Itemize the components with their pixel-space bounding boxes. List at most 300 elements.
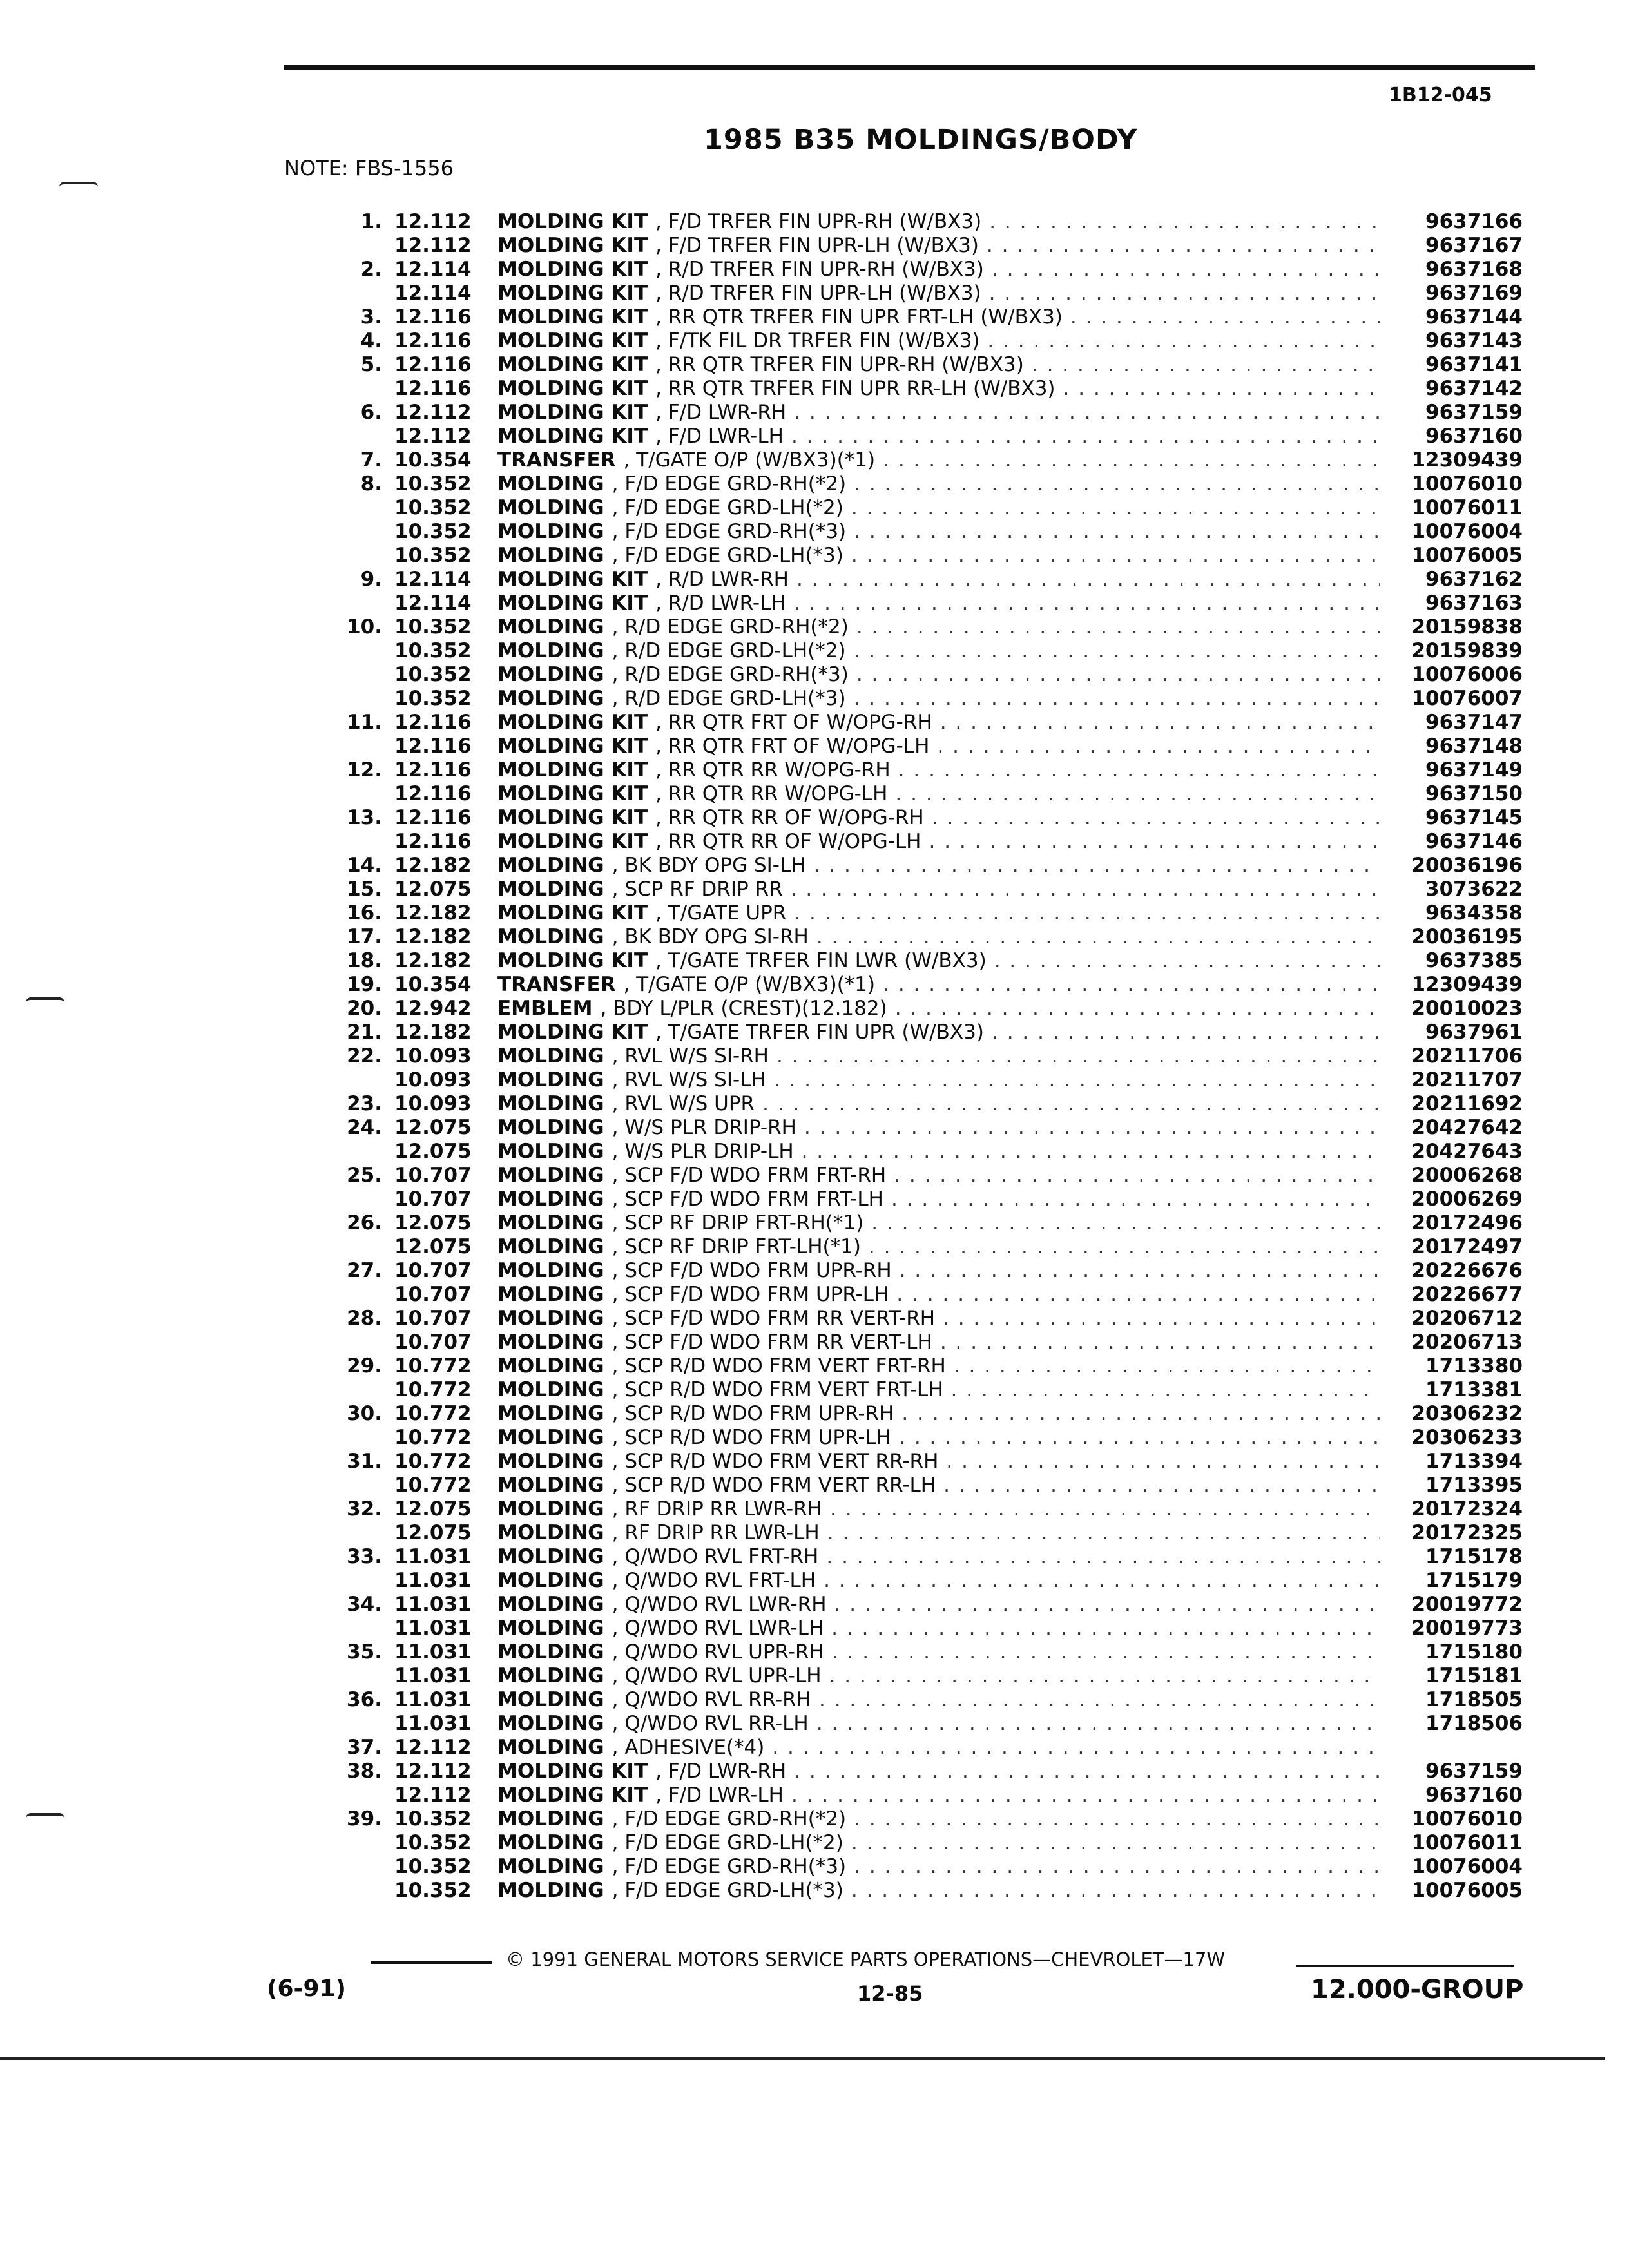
part-number: 10076004 — [1411, 1855, 1523, 1878]
dot-leader — [929, 735, 1380, 758]
copyright-text: © 1991 GENERAL MOTORS SERVICE PARTS OPERATIONS—CHEVROLET—17W — [506, 1948, 1226, 1970]
group-number: 12.114 — [394, 258, 472, 281]
part-name: MOLDING — [497, 1402, 604, 1425]
part-name: MOLDING — [497, 1235, 604, 1258]
part-number: 20006269 — [1411, 1187, 1523, 1211]
description — [497, 1736, 1380, 1760]
description — [497, 425, 1380, 448]
parts-row — [0, 591, 1629, 615]
parts-row — [0, 1736, 1629, 1760]
punch-hole-mark — [59, 182, 98, 187]
part-description: , R/D EDGE GRD-RH(*3) — [612, 663, 849, 686]
dot-leader — [811, 1688, 1380, 1712]
reference-number: 31. — [347, 1450, 382, 1473]
part-number: 20306233 — [1411, 1426, 1523, 1449]
group-number: 10.093 — [394, 1068, 472, 1091]
part-description: , RR QTR RR W/OPG-RH — [655, 758, 891, 782]
dot-leader — [822, 1497, 1380, 1521]
group-number: 12.112 — [394, 425, 472, 448]
part-number: 10076011 — [1411, 496, 1523, 519]
description — [497, 591, 1380, 615]
dot-leader — [886, 1164, 1380, 1187]
group-number: 11.031 — [394, 1712, 472, 1735]
group-number: 12.116 — [394, 758, 472, 782]
part-description: , F/D EDGE GRD-RH(*2) — [612, 472, 847, 495]
dot-leader — [932, 1331, 1380, 1354]
parts-row — [0, 1807, 1629, 1831]
reference-number: 21. — [347, 1021, 382, 1044]
part-description: , SCP R/D WDO FRM UPR-RH — [612, 1402, 894, 1425]
part-name: MOLDING — [497, 1044, 604, 1068]
part-description: , SCP RF DRIP FRT-LH(*1) — [612, 1235, 861, 1258]
group-number: 10.772 — [394, 1402, 472, 1425]
part-number: 20211707 — [1411, 1068, 1523, 1091]
group-number: 10.707 — [394, 1331, 472, 1354]
reference-number: 25. — [347, 1164, 382, 1187]
group-number: 10.352 — [394, 1831, 472, 1854]
parts-row — [0, 520, 1629, 544]
description — [497, 544, 1380, 568]
dot-leader — [987, 949, 1380, 973]
part-name: MOLDING — [497, 1307, 604, 1330]
part-description: , T/GATE UPR — [655, 901, 787, 925]
part-name: MOLDING — [497, 1545, 604, 1568]
parts-row — [0, 210, 1629, 234]
parts-row — [0, 663, 1629, 687]
parts-row — [0, 1545, 1629, 1569]
description — [497, 1044, 1380, 1068]
description — [497, 448, 1380, 472]
parts-row — [0, 1116, 1629, 1140]
dot-leader — [981, 210, 1380, 234]
part-description: , RVL W/S UPR — [612, 1092, 755, 1115]
group-number: 10.352 — [394, 472, 472, 495]
group-number: 10.707 — [394, 1187, 472, 1211]
group-number: 11.031 — [394, 1640, 472, 1664]
part-description: , T/GATE O/P (W/BX3)(*1) — [623, 973, 876, 996]
group-number: 10.772 — [394, 1426, 472, 1449]
reference-number: 13. — [347, 806, 382, 829]
group-number: 12.116 — [394, 305, 472, 329]
description — [497, 1235, 1380, 1259]
dot-leader — [863, 1211, 1380, 1235]
part-name: TRANSFER — [497, 973, 616, 996]
group-number: 12.182 — [394, 925, 472, 948]
description — [497, 687, 1380, 711]
part-name: MOLDING KIT — [497, 1021, 648, 1044]
description — [497, 1402, 1380, 1426]
group-number: 10.352 — [394, 639, 472, 662]
part-description: , Q/WDO RVL LWR-LH — [612, 1617, 824, 1640]
reference-number: 39. — [347, 1807, 382, 1831]
reference-number: 22. — [347, 1044, 382, 1068]
part-name: MOLDING — [497, 1569, 604, 1592]
description — [497, 568, 1380, 591]
dot-leader — [822, 1664, 1380, 1688]
part-number: 20226676 — [1411, 1259, 1523, 1282]
part-description: , F/D EDGE GRD-LH(*3) — [612, 1879, 843, 1902]
reference-number: 26. — [347, 1211, 382, 1235]
part-number: 1718505 — [1425, 1688, 1523, 1711]
group-number: 12.182 — [394, 854, 472, 877]
dot-leader — [943, 1378, 1380, 1402]
group-number: 12.116 — [394, 377, 472, 400]
part-description: , Q/WDO RVL LWR-RH — [612, 1593, 827, 1616]
part-name: MOLDING — [497, 1593, 604, 1616]
dot-leader — [816, 1569, 1380, 1593]
description — [497, 282, 1380, 305]
part-number: 10076006 — [1411, 663, 1523, 686]
part-name: MOLDING — [497, 1688, 604, 1711]
part-name: MOLDING — [497, 496, 604, 519]
group-number: 10.354 — [394, 448, 472, 472]
part-number: 20206712 — [1411, 1307, 1523, 1330]
parts-row — [0, 1640, 1629, 1664]
group-number: 11.031 — [394, 1688, 472, 1711]
part-name: MOLDING — [497, 1259, 604, 1282]
description — [497, 1283, 1380, 1307]
parts-row — [0, 1283, 1629, 1307]
part-number: 20010023 — [1411, 997, 1523, 1020]
group-number: 12.116 — [394, 830, 472, 853]
part-number: 20036196 — [1411, 854, 1523, 877]
reference-number: 35. — [347, 1640, 382, 1664]
description — [497, 854, 1380, 878]
group-number: 12.112 — [394, 1760, 472, 1783]
parts-row — [0, 1497, 1629, 1521]
reference-number: 29. — [347, 1354, 382, 1378]
group-number: 12.112 — [394, 1783, 472, 1807]
part-number: 20211706 — [1411, 1044, 1523, 1068]
part-name: MOLDING — [497, 878, 604, 901]
dot-leader — [769, 1044, 1380, 1068]
parts-row — [0, 1760, 1629, 1783]
dot-leader — [818, 1545, 1380, 1569]
reference-number: 20. — [347, 997, 382, 1020]
description — [497, 1545, 1380, 1569]
reference-number: 18. — [347, 949, 382, 972]
group-number: 10.772 — [394, 1450, 472, 1473]
description — [497, 234, 1380, 258]
dot-leader — [1055, 377, 1380, 401]
dot-leader — [887, 997, 1380, 1021]
part-description: , BK BDY OPG SI-LH — [612, 854, 806, 877]
dot-leader — [789, 568, 1380, 591]
part-description: , SCP R/D WDO FRM VERT RR-LH — [612, 1474, 936, 1497]
description — [497, 830, 1380, 854]
parts-row — [0, 1187, 1629, 1211]
parts-row — [0, 1783, 1629, 1807]
dot-leader — [935, 1307, 1380, 1331]
part-name: MOLDING — [497, 1831, 604, 1854]
dot-leader — [843, 496, 1380, 520]
group-number: 11.031 — [394, 1664, 472, 1687]
group-number: 10.352 — [394, 615, 472, 639]
part-name: MOLDING — [497, 1187, 604, 1211]
dot-leader — [786, 1760, 1380, 1783]
description — [497, 1497, 1380, 1521]
parts-row — [0, 806, 1629, 830]
description — [497, 1307, 1380, 1331]
group-number: 12.116 — [394, 806, 472, 829]
part-name: MOLDING KIT — [497, 901, 648, 925]
footer-rule-right — [1296, 1965, 1514, 1967]
part-name: MOLDING — [497, 639, 604, 662]
dot-leader — [766, 1068, 1380, 1092]
dot-leader — [843, 1879, 1380, 1903]
parts-row — [0, 1474, 1629, 1497]
part-number: 9637169 — [1425, 282, 1523, 305]
reference-number: 32. — [347, 1497, 382, 1521]
group-number: 12.116 — [394, 353, 472, 376]
part-name: MOLDING — [497, 1331, 604, 1354]
reference-number: 34. — [347, 1593, 382, 1616]
group-number: 10.354 — [394, 973, 472, 996]
part-number: 20172497 — [1411, 1235, 1523, 1258]
part-name: EMBLEM — [497, 997, 593, 1020]
part-name: MOLDING — [497, 1497, 604, 1521]
parts-row — [0, 282, 1629, 305]
part-description: , SCP F/D WDO FRM UPR-RH — [612, 1259, 892, 1282]
part-name: MOLDING — [497, 615, 604, 639]
part-name: MOLDING — [497, 1092, 604, 1115]
description — [497, 472, 1380, 496]
description — [497, 1879, 1380, 1903]
parts-row — [0, 1354, 1629, 1378]
part-description: , RR QTR RR OF W/OPG-LH — [655, 830, 921, 853]
group-number: 12.075 — [394, 1116, 472, 1139]
description — [497, 925, 1380, 949]
description — [497, 901, 1380, 925]
dot-leader — [843, 544, 1380, 568]
part-name: MOLDING — [497, 472, 604, 495]
part-description: , RR QTR TRFER FIN UPR-RH (W/BX3) — [655, 353, 1024, 376]
part-number: 9637168 — [1425, 258, 1523, 281]
part-name: MOLDING — [497, 1474, 604, 1497]
reference-number: 16. — [347, 901, 382, 925]
part-description: , SCP R/D WDO FRM VERT FRT-LH — [612, 1378, 943, 1401]
part-number: 9637144 — [1425, 305, 1523, 329]
part-name: MOLDING — [497, 663, 604, 686]
part-number: 12309439 — [1411, 973, 1523, 996]
part-name: MOLDING — [497, 1426, 604, 1449]
part-name: MOLDING — [497, 687, 604, 710]
dot-leader — [783, 878, 1380, 901]
dot-leader — [846, 1855, 1380, 1879]
dot-leader — [794, 1140, 1380, 1164]
reference-number: 5. — [360, 353, 382, 376]
part-description: , F/D EDGE GRD-LH(*3) — [612, 544, 843, 567]
part-number: 10076010 — [1411, 472, 1523, 495]
parts-row — [0, 1044, 1629, 1068]
part-number: 20159838 — [1411, 615, 1523, 639]
part-description: , SCP R/D WDO FRM UPR-LH — [612, 1426, 892, 1449]
part-number: 9637163 — [1425, 591, 1523, 615]
part-name: MOLDING — [497, 1521, 604, 1544]
reference-number: 11. — [347, 711, 382, 734]
group-number: 10.093 — [394, 1044, 472, 1068]
part-name: MOLDING — [497, 1068, 604, 1091]
description — [497, 258, 1380, 282]
parts-row — [0, 639, 1629, 663]
part-number: 9637148 — [1425, 735, 1523, 758]
part-description: , F/D EDGE GRD-LH(*2) — [612, 1831, 843, 1854]
description — [497, 520, 1380, 544]
group-number: 10.352 — [394, 1807, 472, 1831]
part-name: MOLDING KIT — [497, 282, 648, 305]
group-number: 12.112 — [394, 234, 472, 257]
description — [497, 782, 1380, 806]
description — [497, 806, 1380, 830]
description — [497, 329, 1380, 353]
part-description: , R/D EDGE GRD-LH(*3) — [612, 687, 846, 710]
group-number: 10.707 — [394, 1307, 472, 1330]
part-number: 1718506 — [1425, 1712, 1523, 1735]
parts-row — [0, 1450, 1629, 1474]
part-number: 9637166 — [1425, 210, 1523, 233]
parts-row — [0, 1092, 1629, 1116]
group-number: 10.772 — [394, 1474, 472, 1497]
description — [497, 639, 1380, 663]
part-name: MOLDING — [497, 1807, 604, 1831]
parts-row — [0, 997, 1629, 1021]
part-name: TRANSFER — [497, 448, 616, 472]
part-name: MOLDING KIT — [497, 1760, 648, 1783]
part-description: , F/D TRFER FIN UPR-RH (W/BX3) — [655, 210, 982, 233]
group-number: 10.707 — [394, 1283, 472, 1306]
part-number: 1713394 — [1425, 1450, 1523, 1473]
parts-row — [0, 353, 1629, 377]
dot-leader — [946, 1354, 1380, 1378]
part-description: , Q/WDO RVL RR-LH — [612, 1712, 809, 1735]
part-number: 9637160 — [1425, 1783, 1523, 1807]
reference-number: 12. — [347, 758, 382, 782]
part-name: MOLDING — [497, 1211, 604, 1235]
group-number: 11.031 — [394, 1545, 472, 1568]
group-number: 12.114 — [394, 591, 472, 615]
part-name: MOLDING KIT — [497, 305, 648, 329]
dot-leader — [889, 1283, 1380, 1307]
group-number: 12.075 — [394, 1521, 472, 1544]
dot-leader — [887, 782, 1380, 806]
part-description: , F/D TRFER FIN UPR-LH (W/BX3) — [655, 234, 979, 257]
part-name: MOLDING — [497, 1640, 604, 1664]
part-description: , SCP RF DRIP RR — [612, 878, 783, 901]
part-number: 1715180 — [1425, 1640, 1523, 1664]
part-number: 1715179 — [1425, 1569, 1523, 1592]
reference-number: 38. — [347, 1760, 382, 1783]
description — [497, 1807, 1380, 1831]
part-number: 1713395 — [1425, 1474, 1523, 1497]
part-description: , R/D EDGE GRD-LH(*2) — [612, 639, 846, 662]
part-description: , Q/WDO RVL RR-RH — [612, 1688, 811, 1711]
group-number: 12.112 — [394, 1736, 472, 1759]
part-description: , F/D LWR-RH — [655, 1760, 787, 1783]
part-number: 9637159 — [1425, 1760, 1523, 1783]
group-number: 12.182 — [394, 1021, 472, 1044]
parts-row — [0, 1521, 1629, 1545]
description — [497, 1450, 1380, 1474]
dot-leader — [806, 854, 1380, 878]
dot-leader — [924, 806, 1380, 830]
group-number: 12.112 — [394, 210, 472, 233]
dot-leader — [824, 1617, 1380, 1640]
parts-row — [0, 1617, 1629, 1640]
reference-number: 8. — [360, 472, 382, 495]
dot-leader — [846, 687, 1380, 711]
part-name: MOLDING — [497, 1617, 604, 1640]
description — [497, 1068, 1380, 1092]
part-number: 1715178 — [1425, 1545, 1523, 1568]
dot-leader — [921, 830, 1380, 854]
group-number: 10.707 — [394, 1259, 472, 1282]
group-number: 12.116 — [394, 735, 472, 758]
dot-leader — [846, 639, 1380, 663]
parts-row — [0, 544, 1629, 568]
parts-row — [0, 854, 1629, 878]
parts-row — [0, 258, 1629, 282]
part-name: MOLDING — [497, 1855, 604, 1878]
group-number: 12.116 — [394, 711, 472, 734]
part-number: 10076004 — [1411, 520, 1523, 543]
description — [497, 1140, 1380, 1164]
group-number: 10.352 — [394, 496, 472, 519]
part-name: MOLDING — [497, 1736, 604, 1759]
dot-leader — [894, 1402, 1380, 1426]
dot-leader — [1063, 305, 1380, 329]
part-name: MOLDING KIT — [497, 210, 648, 233]
part-description: , W/S PLR DRIP-RH — [612, 1116, 796, 1139]
part-name: MOLDING KIT — [497, 949, 648, 972]
group-number: 10.352 — [394, 1855, 472, 1878]
parts-row — [0, 1712, 1629, 1736]
reference-number: 14. — [347, 854, 382, 877]
parts-row — [0, 377, 1629, 401]
dot-leader — [1024, 353, 1380, 377]
part-description: , SCP F/D WDO FRM RR VERT-LH — [612, 1331, 932, 1354]
reference-number: 9. — [360, 568, 382, 591]
part-description: , SCP R/D WDO FRM VERT RR-RH — [612, 1450, 939, 1473]
dot-leader — [784, 1783, 1380, 1807]
parts-row — [0, 496, 1629, 520]
part-number: 20172496 — [1411, 1211, 1523, 1235]
part-name: MOLDING KIT — [497, 735, 648, 758]
part-name: MOLDING KIT — [497, 353, 648, 376]
dot-leader — [883, 1187, 1380, 1211]
reference-number: 23. — [347, 1092, 382, 1115]
part-name: MOLDING — [497, 1354, 604, 1378]
description — [497, 1426, 1380, 1450]
part-number: 20006268 — [1411, 1164, 1523, 1187]
dot-leader — [809, 1712, 1380, 1736]
part-name: MOLDING KIT — [497, 830, 648, 853]
part-number: 1715181 — [1425, 1664, 1523, 1687]
description — [497, 1092, 1380, 1116]
parts-row — [0, 1664, 1629, 1688]
group-number: 10.772 — [394, 1354, 472, 1378]
reference-number: 2. — [360, 258, 382, 281]
part-number: 20427643 — [1411, 1140, 1523, 1163]
part-description: , RR QTR FRT OF W/OPG-RH — [655, 711, 932, 734]
parts-row — [0, 1068, 1629, 1092]
part-number: 9637159 — [1425, 401, 1523, 424]
part-number: 9637143 — [1425, 329, 1523, 352]
page-number: 12-85 — [857, 1981, 923, 2006]
part-name: MOLDING — [497, 854, 604, 877]
dot-leader — [849, 663, 1380, 687]
parts-row — [0, 425, 1629, 448]
part-number: 10076005 — [1411, 1879, 1523, 1902]
